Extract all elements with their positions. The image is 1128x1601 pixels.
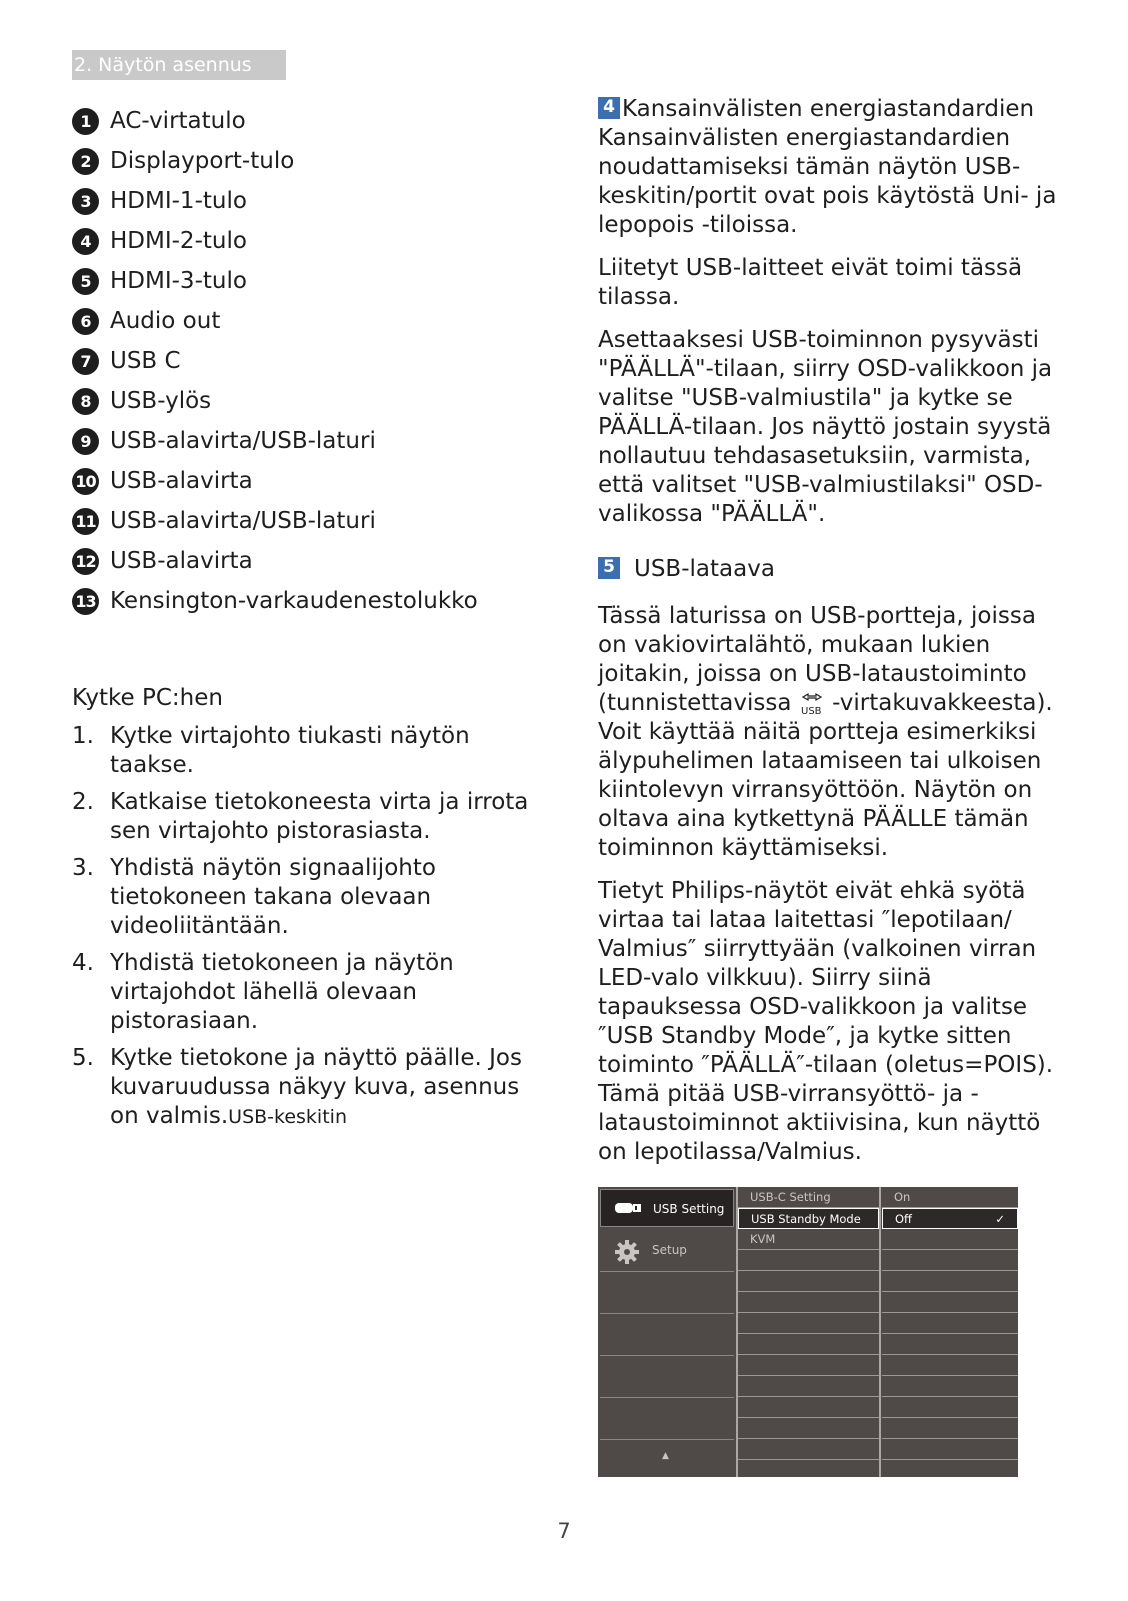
paragraph	[598, 95, 1060, 240]
osd-submenu-item	[738, 1376, 879, 1397]
port-label: HDMI-1-tulo	[110, 188, 247, 214]
number-badge: 7	[72, 348, 99, 375]
port-label: Audio out	[110, 308, 221, 334]
port-label: USB-alavirta	[110, 548, 253, 574]
osd-value-item	[882, 1355, 1018, 1376]
osd-submenu-item	[738, 1292, 879, 1313]
osd-main-menu	[598, 1187, 736, 1477]
right-column	[598, 95, 1060, 1181]
osd-value-item	[882, 1292, 1018, 1313]
paragraph-text: -virtakuvakkeesta).	[832, 690, 1053, 716]
osd-menu-screenshot	[598, 1187, 1018, 1477]
number-badge: 13	[72, 588, 99, 615]
section-heading: Kansainvälisten energiastandardien	[622, 96, 1035, 122]
divider	[600, 1271, 734, 1272]
number-badge: 10	[72, 468, 99, 495]
number-badge: 3	[72, 188, 99, 215]
list-item	[72, 722, 542, 780]
osd-submenu-item	[738, 1313, 879, 1334]
list-item	[72, 949, 542, 1036]
port-label: USB-ylös	[110, 388, 212, 414]
step-text: Katkaise tietokoneesta virta ja irrota sen virtajohto pistorasiasta.	[110, 789, 529, 844]
divider	[600, 1397, 734, 1398]
osd-menu-setup[interactable]	[600, 1229, 734, 1269]
page-number: 7	[557, 1519, 571, 1543]
usb-plug-icon	[613, 1200, 643, 1216]
section-header	[598, 555, 1060, 584]
osd-value-item	[882, 1334, 1018, 1355]
menu-label: USB Standby Mode	[751, 1212, 861, 1226]
osd-value-item	[882, 1397, 1018, 1418]
osd-submenu-item	[738, 1439, 879, 1460]
osd-submenu	[738, 1187, 879, 1477]
osd-submenu-item[interactable]	[738, 1229, 879, 1250]
paragraph-text: Voit käyttää näitä portteja esimerkiksi älypuhelimen lataamiseen tai ulkoisen kiintolevyn virransyöttöön. Näytön on oltava aina kytkettynä PÄÄLLE tämän toiminnon käyttämiseksi.	[598, 719, 1042, 861]
osd-submenu-item	[738, 1271, 879, 1292]
menu-label: KVM	[750, 1232, 776, 1246]
port-label: Displayport-tulo	[110, 148, 295, 174]
step-text: Kytke tietokone ja näyttö päälle. Jos kuvaruudussa näkyy kuva, asennus on valmis.	[110, 1045, 522, 1129]
section-tab: 2. Näytön asennus	[72, 50, 286, 80]
osd-value-item[interactable]	[882, 1187, 1018, 1208]
osd-menu-usb-setting[interactable]	[600, 1189, 734, 1227]
paragraph-text: Kansainvälisten energiastandardien noudattamiseksi tämän näytön USB-keskitin/portit ovat pois käytöstä Uni- ja lepopois -tiloissa.	[598, 125, 1057, 238]
paragraph: Asettaaksesi USB-toiminnon pysyvästi "PÄÄLLÄ"-tilaan, siirry OSD-valikkoon ja valitse "USB-valmiustila" ja kytke se PÄÄLLÄ-tilaan. Jos näyttö jostain syystä nollautuu tehdasasetuksiin, varmista, että valitset "USB-valmiustilaksi" OSD-valikossa "PÄÄLLÄ".	[598, 327, 1053, 527]
port-label: USB-alavirta	[110, 468, 253, 494]
number-badge: 5	[72, 268, 99, 295]
paragraph-text: Tässä laturissa on USB-portteja, joissa on vakiovirtalähtö, mukaan lukien joitakin, joissa on USB-lataustoiminto (tunnistettavissa	[598, 603, 1036, 716]
port-label: AC-virtatulo	[110, 108, 246, 134]
list-item	[72, 501, 552, 541]
step-number: 4.	[72, 950, 94, 976]
port-label: USB C	[110, 348, 181, 374]
value-label: On	[894, 1190, 911, 1204]
section-number: 5	[598, 557, 620, 579]
step-number: 1.	[72, 723, 94, 749]
number-badge: 9	[72, 428, 99, 455]
menu-label: USB-C Setting	[750, 1190, 831, 1204]
port-label: USB-alavirta/USB-laturi	[110, 508, 376, 534]
osd-submenu-item	[738, 1250, 879, 1271]
list-item	[72, 261, 552, 301]
paragraph	[598, 602, 1060, 863]
step-text: Yhdistä näytön signaalijohto tietokoneen takana olevaan videoliitäntään.	[110, 855, 436, 939]
osd-value-item-selected[interactable]	[882, 1208, 1018, 1229]
list-item	[72, 461, 552, 501]
divider	[600, 1313, 734, 1314]
list-item	[72, 421, 552, 461]
divider	[600, 1439, 734, 1440]
menu-label: Setup	[652, 1243, 687, 1257]
paragraph: Tietyt Philips-näytöt eivät ehkä syötä virtaa tai lataa laitettasi ″lepotilaan/ Valmius″ siirryttyään (valkoinen virran LED-valo vilkkuu). Siirry siinä tapauksessa OSD-valikkoon ja valitse ″USB Standby Mode″, ja kytke sitten toiminto ″PÄÄLLÄ″-tilaan (oletus=POIS). Tämä pitää USB-virransyöttö- ja -lataustoiminnot aktiivisina, kun näyttö on lepotilassa/Valmius.	[598, 878, 1054, 1165]
port-label: USB-alavirta/USB-laturi	[110, 428, 376, 454]
osd-value-item	[882, 1229, 1018, 1250]
number-badge: 2	[72, 148, 99, 175]
osd-submenu-item-selected[interactable]	[738, 1208, 879, 1229]
list-item	[72, 141, 552, 181]
osd-value-item	[882, 1313, 1018, 1334]
gear-icon	[614, 1239, 640, 1265]
osd-value-item	[882, 1439, 1018, 1460]
number-badge: 12	[72, 548, 99, 575]
number-badge: 4	[72, 228, 99, 255]
osd-submenu-item	[738, 1397, 879, 1418]
step-number: 3.	[72, 855, 94, 881]
checkmark-icon: ✓	[995, 1212, 1005, 1226]
list-item	[72, 541, 552, 581]
list-item	[72, 581, 552, 621]
osd-value-item	[882, 1376, 1018, 1397]
port-label: HDMI-2-tulo	[110, 228, 247, 254]
osd-submenu-item	[738, 1418, 879, 1439]
step-text: Kytke virtajohto tiukasti näytön taakse.	[110, 723, 470, 778]
osd-value-item	[882, 1271, 1018, 1292]
port-list	[72, 101, 552, 621]
number-badge: 1	[72, 108, 99, 135]
divider	[879, 1187, 881, 1477]
section-number: 4	[598, 97, 620, 119]
osd-value-list	[882, 1187, 1018, 1477]
number-badge: 6	[72, 308, 99, 335]
list-item	[72, 788, 542, 846]
svg-text:USB: USB	[800, 705, 822, 716]
usb-charge-icon	[799, 692, 825, 716]
osd-submenu-item	[738, 1355, 879, 1376]
list-item	[72, 341, 552, 381]
port-label: Kensington-varkaudenestolukko	[110, 588, 478, 614]
section-heading: USB-lataava	[634, 556, 775, 582]
list-item	[72, 301, 552, 341]
step-number: 2.	[72, 789, 94, 815]
step-text: Yhdistä tietokoneen ja näytön virtajohdot lähellä olevaan pistorasiaan.	[110, 950, 454, 1034]
list-item	[72, 221, 552, 261]
osd-value-item	[882, 1250, 1018, 1271]
list-item	[72, 101, 552, 141]
pc-heading: Kytke PC:hen	[72, 685, 223, 711]
paragraph: Liitetyt USB-laitteet eivät toimi tässä tilassa.	[598, 255, 1023, 310]
number-badge: 8	[72, 388, 99, 415]
divider	[600, 1355, 734, 1356]
scroll-up-icon[interactable]: ▲	[662, 1451, 669, 1461]
port-label: HDMI-3-tulo	[110, 268, 247, 294]
list-item	[72, 854, 542, 941]
osd-submenu-item	[738, 1334, 879, 1355]
number-badge: 11	[72, 508, 99, 535]
step-tail: USB-keskitin	[228, 1106, 347, 1128]
step-number: 5.	[72, 1045, 94, 1071]
osd-submenu-item[interactable]	[738, 1187, 879, 1208]
list-item	[72, 381, 552, 421]
menu-label: USB Setting	[653, 1202, 725, 1216]
list-item	[72, 181, 552, 221]
osd-value-item	[882, 1418, 1018, 1439]
list-item	[72, 1044, 542, 1132]
value-label: Off	[895, 1212, 912, 1226]
pc-steps	[72, 722, 542, 1140]
